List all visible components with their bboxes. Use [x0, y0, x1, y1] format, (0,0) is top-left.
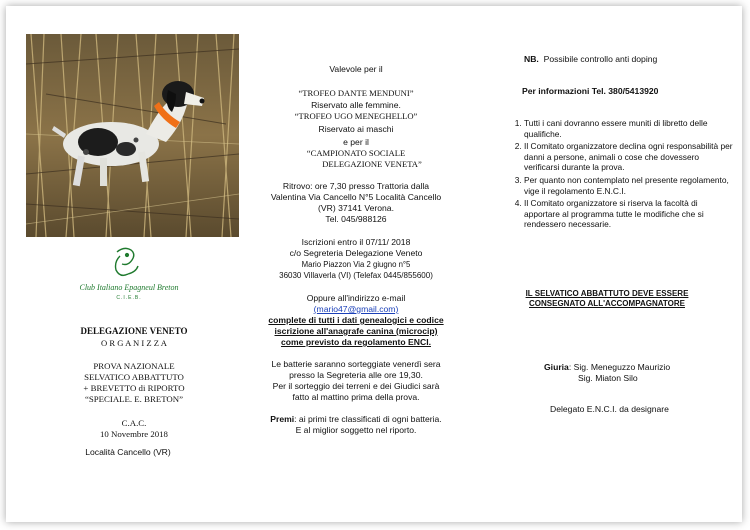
ritrovo-line-3: (VR) 37141 Verona. [318, 203, 394, 213]
rule-item: 3. Per quanto non contemplato nel presente regolamento, vige il regolamento E.N.C.I. [524, 175, 734, 196]
ritrovo-line-2: Valentina Via Cancello N°5 Località Cancello [270, 192, 442, 202]
iscrizioni-line-2: c/o Segreteria Delegazione Veneto [289, 248, 423, 258]
complete-line-3: come previsto da regolamento ENCI. [281, 337, 431, 347]
nb-label: NB. [524, 54, 539, 64]
campionato-line-2: DELEGAZIONE VENETA” [322, 159, 422, 169]
giuria-judge-1: : Sig. Meneguzzo Maurizio [568, 362, 671, 372]
delegazione-heading: DELEGAZIONE VENETO [80, 326, 188, 336]
event-date: 10 Novembre 2018 [100, 429, 168, 439]
campionato-line-1: “CAMPIONATO SOCIALE [306, 148, 406, 158]
giuria-judge-2: Sig. Miaton Silo [578, 373, 638, 383]
batterie-line-1: Le batterie saranno sorteggiate venerdì sera [271, 359, 441, 369]
email-link-text[interactable]: (mario47@gmail.com) [313, 304, 399, 314]
event-location: Località Cancello (VR) [85, 447, 171, 457]
iscrizioni-line-3: Mario Piazzon Via 2 giugno n°5 [301, 260, 411, 269]
trofeo-menduni: “TROFEO DANTE MENDUNI” [298, 88, 414, 98]
giuria-label: Giuria [544, 362, 569, 372]
club-logo [54, 244, 204, 308]
organizza-heading: O R G A N I Z Z A [101, 338, 167, 348]
ritrovo-line-1: Ritrovo: ore 7,30 presso Trattoria dalla [282, 181, 430, 191]
prova-line-2: SELVATICO ABBATTUTO [84, 372, 184, 382]
premi-line-1 [246, 414, 466, 425]
rule-item: 1. Tutti i cani dovranno essere muniti di libretto delle qualifiche. [524, 118, 734, 139]
selvatico-line-2: CONSEGNATO ALL'ACCOMPAGNATORE [529, 299, 685, 308]
nb-text: Possibile controllo anti doping [543, 54, 658, 64]
prova-line-1: PROVA NAZIONALE [93, 361, 175, 371]
iscrizioni-line-1: Iscrizioni entro il 07/11/ 2018 [301, 237, 411, 247]
complete-line-1: complete di tutti i dati genealogici e codice [268, 315, 444, 325]
oppure-email-label: Oppure all'indirizzo e-mail [306, 293, 406, 303]
rule-item: 2. Il Comitato organizzatore declina ogni responsabilità per danni a persone, animali o cose che dovessero verificarsi durante la prova. [524, 141, 734, 173]
info-phone: Per informazioni Tel. 380/5413920 [522, 86, 659, 96]
riservato-maschi: Riservato ai maschi [318, 124, 394, 134]
nb-note [524, 54, 657, 65]
premi-label: Premi [270, 414, 295, 424]
batterie-line-4: fatto al mattino prima della prova. [292, 392, 420, 402]
complete-line-2: iscrizione all'anagrafe canina (microcip) [274, 326, 438, 336]
prova-line-4: “SPECIALE. E. BRETON” [84, 394, 184, 404]
club-logo-text: Club Italiano Epagneul Breton [79, 283, 179, 292]
premi-line-2: E al miglior soggetto nel riporto. [295, 425, 417, 435]
iscrizioni-line-4: 36030 Villaverla (VI) (Telefax 0445/855600) [279, 271, 433, 280]
giuria-line-1 [544, 362, 670, 373]
email-link[interactable] [246, 304, 466, 315]
valevole-text: Valevole per il [329, 64, 383, 74]
ritrovo-phone: Tel. 045/988126 [325, 214, 387, 224]
selvatico-line-1: IL SELVATICO ABBATTUTO DEVE ESSERE [525, 289, 689, 298]
rules-list [510, 118, 734, 232]
batterie-line-2: presso la Segreteria alle ore 19,30. [289, 370, 423, 380]
prova-line-3: + BREVETTO di RIPORTO [83, 383, 185, 393]
riservato-femmine: Riservato alle femmine. [311, 100, 401, 110]
dog-photo [26, 34, 239, 237]
rule-item: 4. Il Comitato organizzatore si riserva la facoltà di apportare al programma tutte le modifiche che si rendessero necessarie. [524, 198, 734, 230]
cac-label: C.A.C. [121, 418, 147, 428]
batterie-line-3: Per il sorteggio dei terreni e dei Giudici sarà [272, 381, 440, 391]
delegato-enci: Delegato E.N.C.I. da designare [550, 404, 669, 414]
premi-text: : ai primi tre classificati di ogni batteria. [294, 414, 442, 424]
trofeo-meneghello: “TROFEO UGO MENEGHELLO” [294, 111, 418, 121]
club-logo-subtext: C.I.E.B. [116, 295, 142, 301]
e-per-il: e per il [343, 137, 369, 147]
